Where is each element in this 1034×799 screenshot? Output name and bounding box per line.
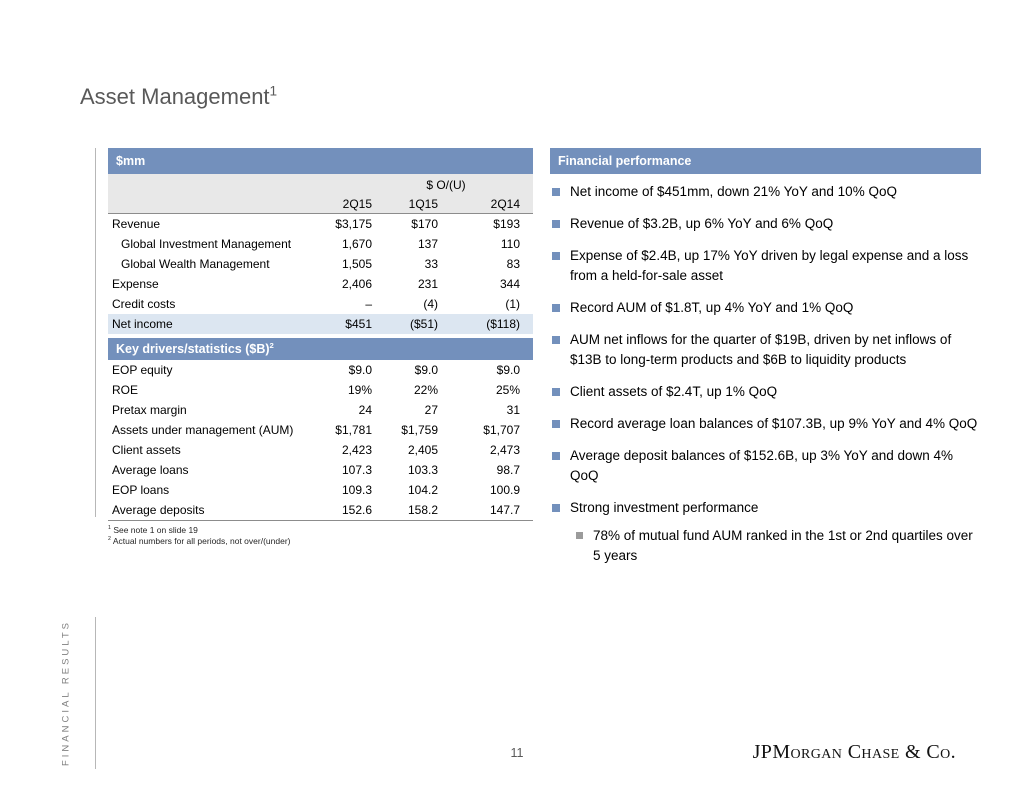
table-row xyxy=(108,274,533,294)
row-value: 104.2 xyxy=(407,483,438,497)
table-row xyxy=(108,214,533,234)
over-under-row xyxy=(108,174,533,194)
row-value: 231 xyxy=(417,277,438,291)
sidebar-vertical-label: FINANCIAL RESULTS xyxy=(60,619,72,767)
left-divider-line xyxy=(95,148,96,517)
table-row xyxy=(108,480,533,500)
row-value: $9.0 xyxy=(348,363,372,377)
row-value: $170 xyxy=(411,217,438,231)
row-label: Credit costs xyxy=(112,297,176,311)
key-drivers-rows xyxy=(108,360,533,521)
row-value: 158.2 xyxy=(407,503,438,517)
footnote-text: Actual numbers for all periods, not over/(under) xyxy=(112,536,291,546)
bullet-item xyxy=(550,298,981,318)
row-value: 344 xyxy=(499,277,520,291)
column-header-1q15: 1Q15 xyxy=(408,196,438,211)
bullet-text: Record average loan balances of $107.3B, up 9% YoY and 4% QoQ xyxy=(570,416,978,431)
page-title-text: Asset Management xyxy=(80,84,270,109)
row-value: 83 xyxy=(506,257,520,271)
footnote xyxy=(108,525,533,536)
row-value: 19% xyxy=(347,383,372,397)
bullet-item xyxy=(550,414,981,434)
table-row xyxy=(108,420,533,440)
row-value: 147.7 xyxy=(489,503,520,517)
table-row xyxy=(108,380,533,400)
row-value: $1,781 xyxy=(335,423,372,437)
column-header-2q14: 2Q14 xyxy=(490,196,520,211)
bullet-item xyxy=(550,330,981,370)
row-label: Expense xyxy=(112,277,159,291)
table-header-bar: $mm xyxy=(108,148,533,174)
row-value: ($118) xyxy=(486,317,520,331)
footnote xyxy=(108,536,533,547)
row-value: 2,423 xyxy=(341,443,372,457)
panel-header-bar: Financial performance xyxy=(550,148,981,174)
bullet-text: Client assets of $2.4T, up 1% QoQ xyxy=(570,384,778,399)
table-row-net-income xyxy=(108,314,533,334)
row-value: 2,405 xyxy=(407,443,438,457)
row-label: Net income xyxy=(112,317,173,331)
footnotes xyxy=(108,525,533,547)
sub-bullet-square-icon xyxy=(576,532,583,539)
row-value: 103.3 xyxy=(407,463,438,477)
row-value: 2,406 xyxy=(341,277,372,291)
key-drivers-title: Key drivers/statistics ($B) xyxy=(116,342,270,356)
row-value: 33 xyxy=(424,257,438,271)
financial-table xyxy=(108,148,533,547)
table-row xyxy=(108,440,533,460)
table-row xyxy=(108,460,533,480)
row-value: (4) xyxy=(423,297,438,311)
bullet-item xyxy=(550,498,981,518)
table-row xyxy=(108,254,533,274)
table-row xyxy=(108,234,533,254)
table-row xyxy=(108,400,533,420)
row-label: Assets under management (AUM) xyxy=(112,423,294,437)
over-under-label: $ O/(U) xyxy=(426,178,466,192)
bullet-square-icon xyxy=(552,336,560,344)
bullet-text: Record AUM of $1.8T, up 4% YoY and 1% QoQ xyxy=(570,300,854,315)
row-label: Revenue xyxy=(112,217,161,231)
bullet-square-icon xyxy=(552,252,560,260)
period-header-row xyxy=(108,194,533,213)
bullet-square-icon xyxy=(552,452,560,460)
bullet-text: AUM net inflows for the quarter of $19B, driven by net inflows of $13B to long-term products and $6B to liquidity products xyxy=(570,332,952,367)
row-value: 152.6 xyxy=(341,503,372,517)
footnote-ref: 2 xyxy=(108,536,111,543)
jpmorgan-chase-logo: JPMorgan Chase & Co. xyxy=(752,741,956,763)
row-value: 24 xyxy=(358,403,372,417)
table-row xyxy=(108,500,533,520)
bullet-item xyxy=(550,214,981,234)
row-value: 31 xyxy=(506,403,520,417)
bullet-list xyxy=(550,182,981,566)
bullet-item xyxy=(550,182,981,202)
row-label: Global Investment Management xyxy=(121,237,292,251)
row-label: EOP equity xyxy=(112,363,173,377)
bullet-item xyxy=(550,382,981,402)
bullet-square-icon xyxy=(552,420,560,428)
bullet-square-icon xyxy=(552,188,560,196)
row-label: Global Wealth Management xyxy=(121,257,270,271)
footnote-text: See note 1 on slide 19 xyxy=(113,525,198,535)
row-value: $1,707 xyxy=(483,423,520,437)
row-value: 2,473 xyxy=(489,443,520,457)
row-value: $3,175 xyxy=(335,217,372,231)
table-column-header-band xyxy=(108,174,533,214)
bullet-square-icon xyxy=(552,220,560,228)
bullet-text: Average deposit balances of $152.6B, up 3% YoY and down 4% QoQ xyxy=(570,448,954,483)
row-value: $193 xyxy=(493,217,520,231)
row-value: – xyxy=(365,297,372,311)
row-value: $9.0 xyxy=(496,363,520,377)
bullet-text: Expense of $2.4B, up 17% YoY driven by legal expense and a loss from a held-for-sale asset xyxy=(570,248,969,283)
row-value: 109.3 xyxy=(341,483,372,497)
row-value: 100.9 xyxy=(489,483,520,497)
row-value: ($51) xyxy=(409,317,438,331)
sub-bullet-item xyxy=(574,526,981,566)
row-value: 137 xyxy=(417,237,438,251)
row-label: EOP loans xyxy=(112,483,170,497)
table-row xyxy=(108,360,533,380)
financial-performance-panel xyxy=(550,148,981,578)
title-footnote-ref: 1 xyxy=(269,83,278,99)
column-header-2q15: 2Q15 xyxy=(342,196,372,211)
bullet-text: Strong investment performance xyxy=(570,500,759,515)
row-label: ROE xyxy=(112,383,139,397)
bullet-item xyxy=(550,246,981,286)
row-value: 25% xyxy=(495,383,520,397)
bullet-square-icon xyxy=(552,388,560,396)
row-value: 110 xyxy=(500,237,520,251)
row-label: Pretax margin xyxy=(112,403,187,417)
row-label: Client assets xyxy=(112,443,181,457)
table-row xyxy=(108,294,533,314)
row-value: 98.7 xyxy=(496,463,520,477)
row-label: Average loans xyxy=(112,463,189,477)
bullet-square-icon xyxy=(552,304,560,312)
row-value: (1) xyxy=(505,297,520,311)
bullet-text: Net income of $451mm, down 21% YoY and 10% QoQ xyxy=(570,184,897,199)
bullet-square-icon xyxy=(552,504,560,512)
row-value: $1,759 xyxy=(401,423,438,437)
key-drivers-header-bar xyxy=(108,338,533,360)
row-value: 1,670 xyxy=(341,237,372,251)
bullet-text: 78% of mutual fund AUM ranked in the 1st or 2nd quartiles over 5 years xyxy=(593,528,973,563)
key-drivers-footnote-ref: 2 xyxy=(269,340,274,350)
row-label: Average deposits xyxy=(112,503,205,517)
row-value: $451 xyxy=(345,317,372,331)
row-value: 1,505 xyxy=(341,257,372,271)
bullet-item xyxy=(550,446,981,486)
row-value: $9.0 xyxy=(414,363,438,377)
footnote-ref: 1 xyxy=(108,525,111,532)
page-number: 11 xyxy=(510,746,524,760)
page-title xyxy=(80,84,277,110)
row-value: 107.3 xyxy=(341,463,372,477)
row-value: 27 xyxy=(424,403,438,417)
bullet-text: Revenue of $3.2B, up 6% YoY and 6% QoQ xyxy=(570,216,834,231)
row-value: 22% xyxy=(413,383,438,397)
